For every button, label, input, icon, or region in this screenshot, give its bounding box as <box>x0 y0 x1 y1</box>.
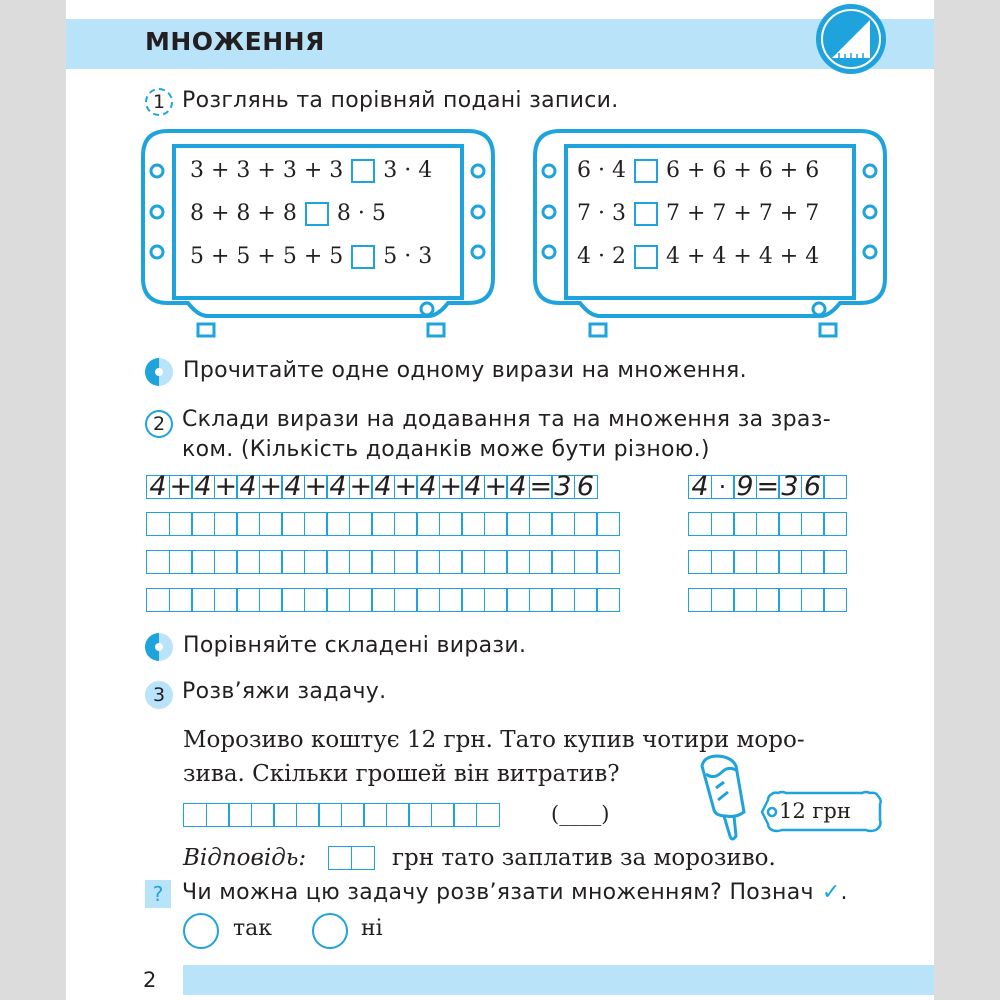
grid-cell[interactable] <box>711 588 735 612</box>
expression-left: 6 · 4 <box>577 158 626 183</box>
grid-cell[interactable] <box>551 588 575 612</box>
expression-left: 4 · 2 <box>577 244 626 269</box>
grid-cell[interactable] <box>236 550 260 574</box>
grid-cell[interactable] <box>146 471 170 502</box>
check-mark-icon: ✓ <box>821 880 841 905</box>
handwritten-char: 4 <box>284 471 302 502</box>
grid-cell[interactable] <box>823 512 847 536</box>
page-title: МНОЖЕННЯ <box>145 27 325 56</box>
grid-cell[interactable] <box>439 471 463 502</box>
grid-cell[interactable] <box>191 550 215 574</box>
grid-cell[interactable] <box>273 803 297 827</box>
task-2-prompt-line-1: Склади вирази на додавання та на множення за зраз- <box>182 407 831 432</box>
grid-cell[interactable] <box>801 588 825 612</box>
grid-cell[interactable] <box>394 550 418 574</box>
grid-cell[interactable] <box>214 588 238 612</box>
grid-cell[interactable] <box>169 471 193 502</box>
grid-cell[interactable] <box>733 512 757 536</box>
handwritten-char: 4 <box>464 471 482 502</box>
grid-cell[interactable] <box>596 512 620 536</box>
answer-text: грн тато заплатив за морозиво. <box>392 845 776 871</box>
answer-box[interactable] <box>328 846 352 870</box>
handwritten-char: 4 <box>374 471 392 502</box>
grid-cell[interactable] <box>688 550 712 574</box>
handwritten-char: 6 <box>803 471 822 502</box>
handwritten-char: 4 <box>239 471 257 502</box>
handwritten-char: + <box>169 471 193 502</box>
question-period: . <box>840 880 848 905</box>
grid-cell[interactable] <box>416 550 440 574</box>
grid-cell[interactable] <box>146 550 170 574</box>
grid-cell[interactable] <box>281 550 305 574</box>
grid-cell[interactable] <box>394 588 418 612</box>
grid-cell[interactable] <box>349 550 373 574</box>
grid-cell[interactable] <box>281 471 305 502</box>
grid-cell[interactable] <box>551 512 575 536</box>
grid-cell[interactable] <box>801 471 825 502</box>
units-blank[interactable]: (____) <box>551 802 610 826</box>
grid-cell[interactable] <box>326 550 350 574</box>
grid-cell[interactable] <box>506 588 530 612</box>
grid-cell[interactable] <box>733 588 757 612</box>
grid-cell[interactable] <box>596 588 620 612</box>
multiplication-answer-grid[interactable] <box>688 512 846 536</box>
handwritten-char: 4 <box>509 471 527 502</box>
left-tablet-row-2 <box>190 201 386 226</box>
problem-line-2: зива. Скільки грошей він витратив? <box>183 761 620 787</box>
grid-cell[interactable] <box>439 588 463 612</box>
handwritten-char: 3 <box>554 471 572 502</box>
grid-cell[interactable] <box>304 512 328 536</box>
grid-cell[interactable] <box>574 471 598 502</box>
handwritten-char: = <box>529 471 553 502</box>
handwritten-char: 4 <box>149 471 167 502</box>
footer-band <box>183 965 934 995</box>
grid-cell[interactable] <box>169 588 193 612</box>
grid-cell[interactable] <box>439 550 463 574</box>
pair-note-2: Порівняйте складені вирази. <box>183 633 527 658</box>
grid-cell[interactable] <box>349 588 373 612</box>
grid-cell[interactable] <box>191 471 215 502</box>
grid-cell[interactable] <box>371 471 395 502</box>
grid-cell[interactable] <box>756 512 780 536</box>
handwritten-char: 3 <box>781 471 799 502</box>
radio-yes[interactable] <box>183 913 219 949</box>
grid-cell[interactable] <box>529 550 553 574</box>
grid-cell[interactable] <box>529 512 553 536</box>
grid-cell[interactable] <box>711 475 735 499</box>
expression-left: 3 + 3 + 3 + 3 <box>190 158 344 183</box>
grid-cell[interactable] <box>453 803 477 827</box>
grid-cell[interactable] <box>191 512 215 536</box>
grid-cell[interactable] <box>506 512 530 536</box>
grid-cell[interactable] <box>386 803 410 827</box>
answer-box[interactable] <box>351 846 375 870</box>
grid-cell[interactable] <box>476 803 500 827</box>
expression-left: 5 + 5 + 5 + 5 <box>190 244 344 269</box>
handwritten-char: · <box>718 473 727 501</box>
grid-cell[interactable] <box>756 550 780 574</box>
grid-cell[interactable] <box>416 471 440 502</box>
handwritten-char: + <box>349 471 373 502</box>
grid-cell[interactable] <box>214 550 238 574</box>
addition-answer-grid[interactable] <box>146 588 619 612</box>
grid-cell[interactable] <box>778 512 802 536</box>
expression-right: 6 + 6 + 6 + 6 <box>665 158 820 183</box>
grid-cell[interactable] <box>506 471 530 502</box>
comparison-box[interactable] <box>351 245 375 269</box>
grid-cell[interactable] <box>363 803 387 827</box>
grid-cell[interactable] <box>823 588 847 612</box>
handwritten-char: + <box>259 471 283 502</box>
grid-cell[interactable] <box>484 471 508 502</box>
right-tablet-row-1 <box>577 158 819 183</box>
grid-cell[interactable] <box>341 803 365 827</box>
task-3-number: 3 <box>145 681 173 709</box>
grid-cell[interactable] <box>183 803 207 827</box>
grid-cell[interactable] <box>251 803 275 827</box>
grid-cell[interactable] <box>778 588 802 612</box>
task-2-prompt-line-2: ком. (Кількість доданків може бути різною.) <box>182 437 710 462</box>
solution-grid[interactable] <box>183 803 498 827</box>
grid-cell[interactable] <box>484 588 508 612</box>
answer-boxes[interactable] <box>328 846 373 870</box>
grid-cell[interactable] <box>236 588 260 612</box>
grid-cell[interactable] <box>349 471 373 502</box>
grid-cell[interactable] <box>318 803 342 827</box>
grid-cell[interactable] <box>756 471 780 502</box>
ice-cream-icon <box>692 752 754 846</box>
grid-cell[interactable] <box>551 550 575 574</box>
grid-cell[interactable] <box>461 512 485 536</box>
handwritten-char: 9 <box>736 471 754 502</box>
pair-note-1: Прочитайте одне одному вирази на множення. <box>183 358 747 383</box>
grid-cell[interactable] <box>574 588 598 612</box>
comparison-box[interactable] <box>634 202 658 226</box>
question-mark-icon: ? <box>145 880 171 908</box>
task-1-prompt: Розглянь та порівняй подані записи. <box>182 88 619 113</box>
expression-right: 4 + 4 + 4 + 4 <box>665 244 820 269</box>
right-tablet-row-2 <box>577 201 819 226</box>
grid-cell[interactable] <box>169 512 193 536</box>
grid-cell[interactable] <box>259 471 283 502</box>
handwritten-char: + <box>484 471 508 502</box>
handwritten-char: = <box>756 471 780 502</box>
grid-cell[interactable] <box>371 512 395 536</box>
handwritten-char: + <box>394 471 418 502</box>
radio-no[interactable] <box>312 913 348 949</box>
multiplication-answer-grid[interactable] <box>688 550 846 574</box>
task-1-number: 1 <box>145 88 173 116</box>
grid-cell[interactable] <box>371 550 395 574</box>
grid-cell[interactable] <box>304 471 328 502</box>
grid-cell[interactable] <box>394 471 418 502</box>
grid-cell[interactable] <box>688 512 712 536</box>
grid-cell[interactable] <box>349 512 373 536</box>
grid-cell[interactable] <box>236 512 260 536</box>
expression-left: 7 · 3 <box>577 201 626 226</box>
sample-multiplication-row <box>688 471 846 502</box>
handwritten-char: 4 <box>419 471 437 502</box>
task-2-number: 2 <box>145 410 173 438</box>
grid-cell[interactable] <box>823 550 847 574</box>
grid-cell[interactable] <box>711 512 735 536</box>
grid-cell[interactable] <box>191 588 215 612</box>
grid-cell[interactable] <box>281 512 305 536</box>
pair-work-icon <box>143 631 175 663</box>
right-tablet-row-3 <box>577 244 819 269</box>
multiplication-answer-grid[interactable] <box>688 588 846 612</box>
grid-cell[interactable] <box>206 803 230 827</box>
grid-cell[interactable] <box>431 803 455 827</box>
handwritten-char: + <box>214 471 238 502</box>
grid-cell[interactable] <box>778 550 802 574</box>
grid-cell[interactable] <box>574 512 598 536</box>
grid-cell[interactable] <box>146 588 170 612</box>
pair-work-icon <box>143 356 175 388</box>
addition-answer-grid[interactable] <box>146 512 619 536</box>
handwritten-char: 4 <box>691 471 709 502</box>
expression-left: 8 + 8 + 8 <box>190 201 297 226</box>
option-yes-label: так <box>233 916 273 941</box>
expression-right: 5 · 3 <box>383 244 433 269</box>
left-tablet-row-1 <box>190 158 432 183</box>
grid-cell[interactable] <box>281 588 305 612</box>
grid-cell[interactable] <box>326 588 350 612</box>
comparison-box[interactable] <box>351 159 375 183</box>
grid-cell[interactable] <box>801 512 825 536</box>
grid-cell[interactable] <box>304 550 328 574</box>
grid-cell[interactable] <box>326 471 350 502</box>
grid-cell[interactable] <box>733 550 757 574</box>
grid-cell[interactable] <box>529 588 553 612</box>
grid-cell[interactable] <box>733 471 757 502</box>
grid-cell[interactable] <box>461 471 485 502</box>
question-line <box>182 880 848 905</box>
grid-cell[interactable] <box>484 550 508 574</box>
problem-line-1: Морозиво коштує 12 грн. Тато купив чотири моро- <box>183 727 805 753</box>
ruler-triangle-icon <box>812 0 890 78</box>
answer-label: Відповідь: <box>183 845 307 871</box>
left-tablet-row-3 <box>190 244 432 269</box>
grid-cell[interactable] <box>236 471 260 502</box>
grid-cell[interactable] <box>823 475 847 499</box>
grid-cell[interactable] <box>688 588 712 612</box>
question-text: Чи можна цю задачу розв’язати множенням? Познач <box>182 880 814 905</box>
task-3-prompt: Розв’яжи задачу. <box>182 679 387 704</box>
grid-cell[interactable] <box>756 588 780 612</box>
comparison-box[interactable] <box>634 245 658 269</box>
grid-cell[interactable] <box>214 471 238 502</box>
handwritten-char: 4 <box>194 471 212 502</box>
grid-cell[interactable] <box>461 588 485 612</box>
grid-cell[interactable] <box>259 512 283 536</box>
grid-cell[interactable] <box>529 471 553 502</box>
grid-cell[interactable] <box>296 803 320 827</box>
comparison-box[interactable] <box>305 202 329 226</box>
grid-cell[interactable] <box>484 512 508 536</box>
grid-cell[interactable] <box>408 803 432 827</box>
addition-answer-grid[interactable] <box>146 550 619 574</box>
grid-cell[interactable] <box>326 512 350 536</box>
page-number: 2 <box>143 968 157 992</box>
grid-cell[interactable] <box>688 471 712 502</box>
handwritten-char: + <box>439 471 463 502</box>
grid-cell[interactable] <box>506 550 530 574</box>
expression-right: 7 + 7 + 7 + 7 <box>665 201 820 226</box>
price-tag-label: 12 грн <box>779 799 851 823</box>
grid-cell[interactable] <box>711 550 735 574</box>
grid-cell[interactable] <box>214 512 238 536</box>
expression-right: 8 · 5 <box>336 201 386 226</box>
grid-cell[interactable] <box>304 588 328 612</box>
grid-cell[interactable] <box>259 588 283 612</box>
grid-cell[interactable] <box>574 550 598 574</box>
sample-addition-row <box>146 471 596 502</box>
grid-cell[interactable] <box>259 550 283 574</box>
grid-cell[interactable] <box>146 512 170 536</box>
grid-cell[interactable] <box>778 471 802 502</box>
grid-cell[interactable] <box>461 550 485 574</box>
grid-cell[interactable] <box>416 588 440 612</box>
grid-cell[interactable] <box>551 471 575 502</box>
grid-cell[interactable] <box>596 550 620 574</box>
grid-cell[interactable] <box>439 512 463 536</box>
handwritten-char: 6 <box>576 471 595 502</box>
handwritten-char: + <box>304 471 328 502</box>
grid-cell[interactable] <box>371 588 395 612</box>
grid-cell[interactable] <box>801 550 825 574</box>
option-no-label: ні <box>361 916 383 941</box>
expression-right: 3 · 4 <box>383 158 433 183</box>
grid-cell[interactable] <box>394 512 418 536</box>
comparison-box[interactable] <box>634 159 658 183</box>
grid-cell[interactable] <box>416 512 440 536</box>
handwritten-char: 4 <box>329 471 347 502</box>
grid-cell[interactable] <box>228 803 252 827</box>
grid-cell[interactable] <box>169 550 193 574</box>
